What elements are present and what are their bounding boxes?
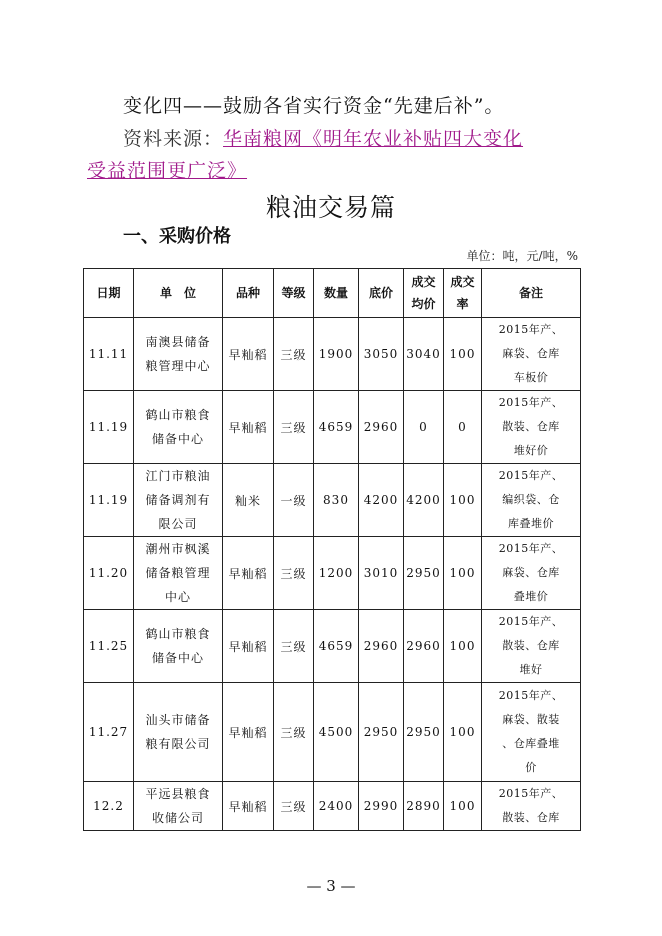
cell-unit: 鹤山市粮食 储备中心 — [134, 391, 223, 464]
cell-avg-price: 2890 — [404, 782, 444, 831]
cell-variety: 早籼稻 — [223, 391, 274, 464]
cell-avg-price: 3040 — [404, 318, 444, 391]
cell-avg-price: 4200 — [404, 464, 444, 537]
cell-base-price: 3010 — [359, 537, 404, 610]
cell-variety: 籼米 — [223, 464, 274, 537]
cell-base-price: 3050 — [359, 318, 404, 391]
cell-notes: 2015年产、 散装、仓库 堆好价 — [482, 391, 581, 464]
intro-source-line — [123, 124, 523, 151]
cell-unit: 鹤山市粮食 储备中心 — [134, 610, 223, 683]
purchase-price-table — [83, 268, 581, 831]
header-date: 日期 — [84, 269, 134, 318]
cell-notes: 2015年产、 编织袋、仓 库叠堆价 — [482, 464, 581, 537]
section-title: 粮油交易篇 — [265, 193, 396, 222]
unit-note: 单位：吨，元/吨，% — [466, 249, 578, 263]
table-row — [84, 464, 581, 537]
source-label: 资料来源： — [123, 128, 224, 150]
page-number: — 3 — — [306, 877, 356, 895]
cell-rate: 100 — [444, 782, 482, 831]
cell-variety: 早籼稻 — [223, 610, 274, 683]
cell-rate: 100 — [444, 318, 482, 391]
cell-unit: 潮州市枫溪 储备粮管理 中心 — [134, 537, 223, 610]
cell-notes: 2015年产、 麻袋、仓库 车板价 — [482, 318, 581, 391]
cell-date: 11.25 — [84, 610, 134, 683]
cell-rate: 100 — [444, 683, 482, 782]
cell-unit: 平远县粮食 收储公司 — [134, 782, 223, 831]
source-link[interactable]: 华南粮网《明年农业补贴四大变化 — [223, 128, 524, 150]
cell-base-price: 2950 — [359, 683, 404, 782]
header-notes: 备注 — [482, 269, 581, 318]
cell-grade: 三级 — [274, 318, 314, 391]
intro-change4: 变化四——鼓励各省实行资金“先建后补”。 — [123, 95, 505, 117]
cell-grade: 三级 — [274, 782, 314, 831]
cell-notes: 2015年产、 散装、仓库 堆好 — [482, 610, 581, 683]
cell-quantity: 4659 — [314, 391, 359, 464]
cell-unit: 南澳县储备 粮管理中心 — [134, 318, 223, 391]
header-rate: 成交 率 — [444, 269, 482, 318]
cell-rate: 0 — [444, 391, 482, 464]
cell-rate: 100 — [444, 610, 482, 683]
cell-quantity: 4500 — [314, 683, 359, 782]
cell-unit: 江门市粮油 储备调剂有 限公司 — [134, 464, 223, 537]
table-header-row — [84, 269, 581, 318]
cell-date: 11.11 — [84, 318, 134, 391]
header-base-price: 底价 — [359, 269, 404, 318]
cell-grade: 三级 — [274, 683, 314, 782]
cell-base-price: 2990 — [359, 782, 404, 831]
cell-notes: 2015年产、 麻袋、仓库 叠堆价 — [482, 537, 581, 610]
header-avg-price: 成交 均价 — [404, 269, 444, 318]
cell-rate: 100 — [444, 537, 482, 610]
cell-avg-price: 2950 — [404, 537, 444, 610]
cell-quantity: 4659 — [314, 610, 359, 683]
header-unit: 单 位 — [134, 269, 223, 318]
table-row — [84, 537, 581, 610]
cell-unit: 汕头市储备 粮有限公司 — [134, 683, 223, 782]
cell-date: 12.2 — [84, 782, 134, 831]
cell-grade: 三级 — [274, 610, 314, 683]
source-link-cont[interactable]: 受益范围更广泛》 — [87, 160, 248, 182]
cell-variety: 早籼稻 — [223, 537, 274, 610]
header-variety: 品种 — [223, 269, 274, 318]
cell-grade: 三级 — [274, 391, 314, 464]
cell-notes: 2015年产、 散装、仓库 — [482, 782, 581, 831]
table-row — [84, 318, 581, 391]
cell-date: 11.19 — [84, 391, 134, 464]
subsection-title: 一、采购价格 — [123, 226, 231, 247]
intro-source-line-cont — [87, 156, 247, 183]
cell-grade: 一级 — [274, 464, 314, 537]
header-grade: 等级 — [274, 269, 314, 318]
cell-avg-price: 2960 — [404, 610, 444, 683]
cell-variety: 早籼稻 — [223, 683, 274, 782]
cell-avg-price: 2950 — [404, 683, 444, 782]
cell-quantity: 2400 — [314, 782, 359, 831]
cell-avg-price: 0 — [404, 391, 444, 464]
cell-variety: 早籼稻 — [223, 318, 274, 391]
cell-notes: 2015年产、 麻袋、散装 、仓库叠堆 价 — [482, 683, 581, 782]
cell-base-price: 2960 — [359, 610, 404, 683]
table-row — [84, 683, 581, 782]
cell-base-price: 2960 — [359, 391, 404, 464]
cell-rate: 100 — [444, 464, 482, 537]
cell-date: 11.20 — [84, 537, 134, 610]
cell-variety: 早籼稻 — [223, 782, 274, 831]
table-row — [84, 391, 581, 464]
table-row — [84, 782, 581, 831]
cell-quantity: 1200 — [314, 537, 359, 610]
cell-base-price: 4200 — [359, 464, 404, 537]
table-row — [84, 610, 581, 683]
cell-date: 11.27 — [84, 683, 134, 782]
cell-quantity: 1900 — [314, 318, 359, 391]
cell-quantity: 830 — [314, 464, 359, 537]
cell-date: 11.19 — [84, 464, 134, 537]
header-quantity: 数量 — [314, 269, 359, 318]
cell-grade: 三级 — [274, 537, 314, 610]
